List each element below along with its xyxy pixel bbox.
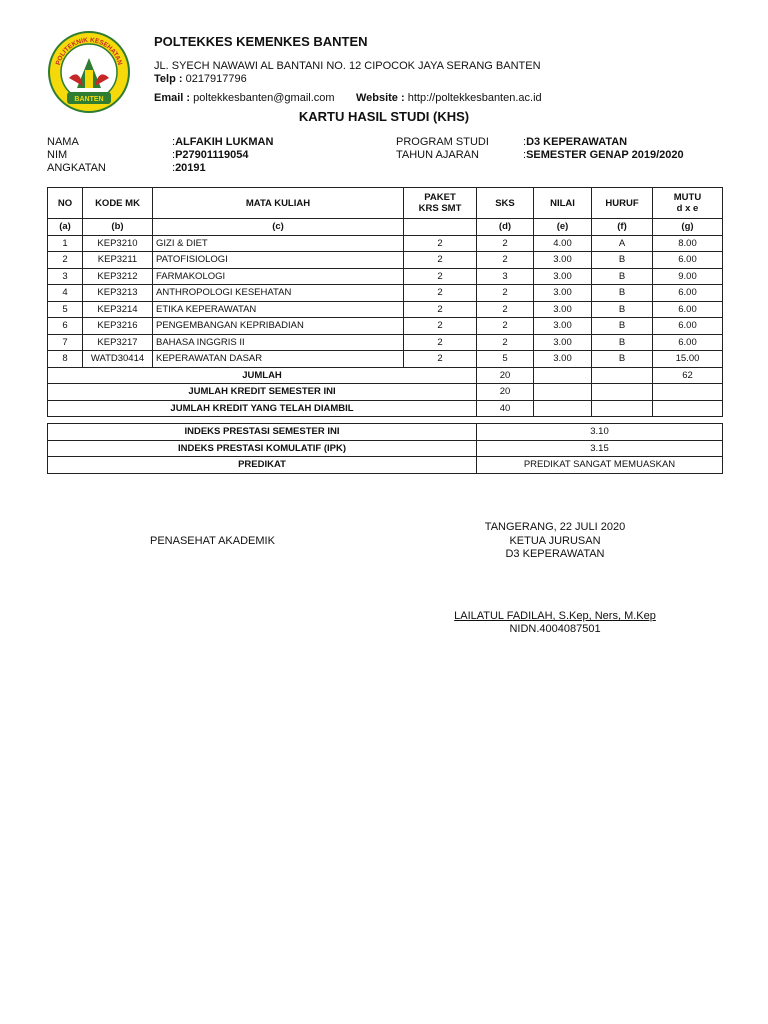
subheader-cell: (c) [153, 219, 404, 236]
jumlah-sks: 20 [477, 367, 534, 384]
row-sks: 2 [477, 252, 534, 269]
row-kode-mk: KEP3213 [83, 285, 153, 302]
row-mata-kuliah: BAHASA INGGRIS II [153, 334, 404, 351]
table-row [48, 301, 723, 318]
head-nidn: NIDN.4004087501 [509, 623, 601, 635]
subheader-cell: (g) [653, 219, 723, 236]
row-no: 3 [48, 268, 83, 285]
row-sks: 2 [477, 235, 534, 252]
institution-address: JL. SYECH NAWAWI AL BANTANI NO. 12 CIPOCOK JAYA SERANG BANTEN [154, 60, 541, 72]
institution-name: POLTEKKES KEMENKES BANTEN [154, 34, 368, 49]
nim-label: NIM [47, 149, 68, 161]
head-department: D3 KEPERAWATAN [505, 548, 605, 560]
row-huruf: B [592, 285, 653, 302]
row-sks: 5 [477, 351, 534, 368]
telp-label: Telp : [154, 73, 183, 85]
angkatan-label: ANGKATAN [47, 162, 106, 174]
row-mata-kuliah: PENGEMBANGAN KEPRIBADIAN [153, 318, 404, 335]
predikat-value: PREDIKAT SANGAT MEMUASKAN [477, 457, 723, 474]
empty-cell [592, 400, 653, 417]
kredit-diambil-label: JUMLAH KREDIT YANG TELAH DIAMBIL [48, 400, 477, 417]
grades-table [47, 187, 723, 474]
subheader-cell: (a) [48, 219, 83, 236]
kredit-diambil-value: 40 [477, 400, 534, 417]
row-nilai: 3.00 [534, 285, 592, 302]
website-value: http://poltekkesbanten.ac.id [407, 92, 542, 104]
institution-telp [154, 73, 247, 85]
empty-cell [592, 384, 653, 401]
ips-value: 3.10 [477, 424, 723, 441]
row-sks: 2 [477, 285, 534, 302]
row-mata-kuliah: KEPERAWATAN DASAR [153, 351, 404, 368]
row-paket: 2 [404, 301, 477, 318]
row-mutu: 6.00 [653, 318, 723, 335]
place-date: TANGERANG, 22 JULI 2020 [484, 521, 626, 533]
jumlah-row [48, 367, 723, 384]
advisor-title: PENASEHAT AKADEMIK [150, 535, 275, 547]
empty-cell [653, 384, 723, 401]
empty-cell [653, 400, 723, 417]
subheader-cell: (f) [592, 219, 653, 236]
row-huruf: B [592, 351, 653, 368]
row-paket: 2 [404, 285, 477, 302]
row-mutu: 6.00 [653, 252, 723, 269]
ips-row [48, 424, 723, 441]
kredit-semester-label: JUMLAH KREDIT SEMESTER INI [48, 384, 477, 401]
row-no: 7 [48, 334, 83, 351]
row-nilai: 4.00 [534, 235, 592, 252]
row-huruf: B [592, 318, 653, 335]
row-kode-mk: KEP3217 [83, 334, 153, 351]
row-mata-kuliah: ETIKA KEPERAWATAN [153, 301, 404, 318]
row-paket: 2 [404, 351, 477, 368]
header-mutu: MUTU d x e [653, 188, 723, 219]
ipk-label: INDEKS PRESTASI KOMULATIF (IPK) [48, 440, 477, 457]
telp-value: 0217917796 [185, 73, 247, 85]
header-no: NO [48, 188, 83, 219]
header-paket: PAKET KRS SMT [404, 188, 477, 219]
student-info-left [47, 136, 387, 176]
row-nilai: 3.00 [534, 301, 592, 318]
row-huruf: B [592, 334, 653, 351]
head-name: LAILATUL FADILAH, S.Kep, Ners, M.Kep [454, 610, 656, 622]
website-label: Website : [355, 92, 405, 104]
head-title: KETUA JURUSAN [509, 535, 601, 547]
empty-cell [534, 400, 592, 417]
nim-value: :P27901119054 [172, 149, 249, 161]
row-mutu: 6.00 [653, 334, 723, 351]
empty-cell [534, 367, 592, 384]
row-no: 6 [48, 318, 83, 335]
ipk-row [48, 440, 723, 457]
row-kode-mk: KEP3212 [83, 268, 153, 285]
header-kode-mk: KODE MK [83, 188, 153, 219]
row-no: 4 [48, 285, 83, 302]
subheader-cell: (d) [477, 219, 534, 236]
row-huruf: A [592, 235, 653, 252]
row-mutu: 15.00 [653, 351, 723, 368]
row-nilai: 3.00 [534, 351, 592, 368]
row-kode-mk: KEP3211 [83, 252, 153, 269]
ipk-value: 3.15 [477, 440, 723, 457]
subheader-cell [404, 219, 477, 236]
institution-logo [47, 30, 131, 114]
student-info-right [396, 136, 716, 166]
subheader-cell: (e) [534, 219, 592, 236]
header-sks: SKS [477, 188, 534, 219]
row-no: 2 [48, 252, 83, 269]
empty-cell [534, 384, 592, 401]
row-mutu: 9.00 [653, 268, 723, 285]
row-huruf: B [592, 268, 653, 285]
prodi-value: :D3 KEPERAWATAN [523, 136, 628, 148]
logo-text-top: POLITEKNIK KESEHATAN [54, 36, 124, 67]
row-no: 8 [48, 351, 83, 368]
row-mata-kuliah: GIZI & DIET [153, 235, 404, 252]
row-sks: 3 [477, 268, 534, 285]
jumlah-mutu: 62 [653, 367, 723, 384]
angkatan-value: :20191 [172, 162, 206, 174]
table-row [48, 285, 723, 302]
table-row [48, 351, 723, 368]
row-no: 5 [48, 301, 83, 318]
row-huruf: B [592, 301, 653, 318]
row-mata-kuliah: ANTHROPOLOGI KESEHATAN [153, 285, 404, 302]
row-paket: 2 [404, 318, 477, 335]
tahun-label: TAHUN AJARAN [396, 149, 479, 161]
tahun-value: :SEMESTER GENAP 2019/2020 [523, 149, 684, 161]
document-title: KARTU HASIL STUDI (KHS) [298, 109, 470, 124]
row-paket: 2 [404, 334, 477, 351]
row-sks: 2 [477, 334, 534, 351]
row-nilai: 3.00 [534, 268, 592, 285]
row-nilai: 3.00 [534, 252, 592, 269]
nama-value: :ALFAKIH LUKMAN [172, 136, 274, 148]
row-paket: 2 [404, 268, 477, 285]
row-kode-mk: KEP3214 [83, 301, 153, 318]
row-paket: 2 [404, 235, 477, 252]
nama-label: NAMA [47, 136, 79, 148]
table-row [48, 318, 723, 335]
row-kode-mk: KEP3210 [83, 235, 153, 252]
table-row [48, 268, 723, 285]
row-nilai: 3.00 [534, 334, 592, 351]
row-mutu: 6.00 [653, 285, 723, 302]
kredit-semester-value: 20 [477, 384, 534, 401]
row-sks: 2 [477, 301, 534, 318]
kredit-semester-row [48, 384, 723, 401]
row-mata-kuliah: PATOFISIOLOGI [153, 252, 404, 269]
row-kode-mk: WATD30414 [83, 351, 153, 368]
row-no: 1 [48, 235, 83, 252]
table-spacer [48, 417, 723, 424]
table-row [48, 334, 723, 351]
table-subheader-row [48, 219, 723, 236]
row-sks: 2 [477, 318, 534, 335]
subheader-cell: (b) [83, 219, 153, 236]
row-mutu: 8.00 [653, 235, 723, 252]
row-mata-kuliah: FARMAKOLOGI [153, 268, 404, 285]
logo-text-bottom: BANTEN [74, 96, 104, 103]
table-row [48, 252, 723, 269]
jumlah-label: JUMLAH [48, 367, 477, 384]
row-mutu: 6.00 [653, 301, 723, 318]
predikat-row [48, 457, 723, 474]
row-huruf: B [592, 252, 653, 269]
email-value: poltekkesbanten@gmail.com [193, 92, 335, 104]
predikat-label: PREDIKAT [48, 457, 477, 474]
email-label: Email : [154, 92, 191, 104]
header-mata-kuliah: MATA KULIAH [153, 188, 404, 219]
prodi-label: PROGRAM STUDI [396, 136, 489, 148]
kredit-diambil-row [48, 400, 723, 417]
ips-label: INDEKS PRESTASI SEMESTER INI [48, 424, 477, 441]
table-header-row [48, 188, 723, 219]
row-kode-mk: KEP3216 [83, 318, 153, 335]
row-nilai: 3.00 [534, 318, 592, 335]
row-paket: 2 [404, 252, 477, 269]
header-huruf: HURUF [592, 188, 653, 219]
header-nilai: NILAI [534, 188, 592, 219]
table-row [48, 235, 723, 252]
institution-contact [154, 92, 542, 104]
empty-cell [592, 367, 653, 384]
